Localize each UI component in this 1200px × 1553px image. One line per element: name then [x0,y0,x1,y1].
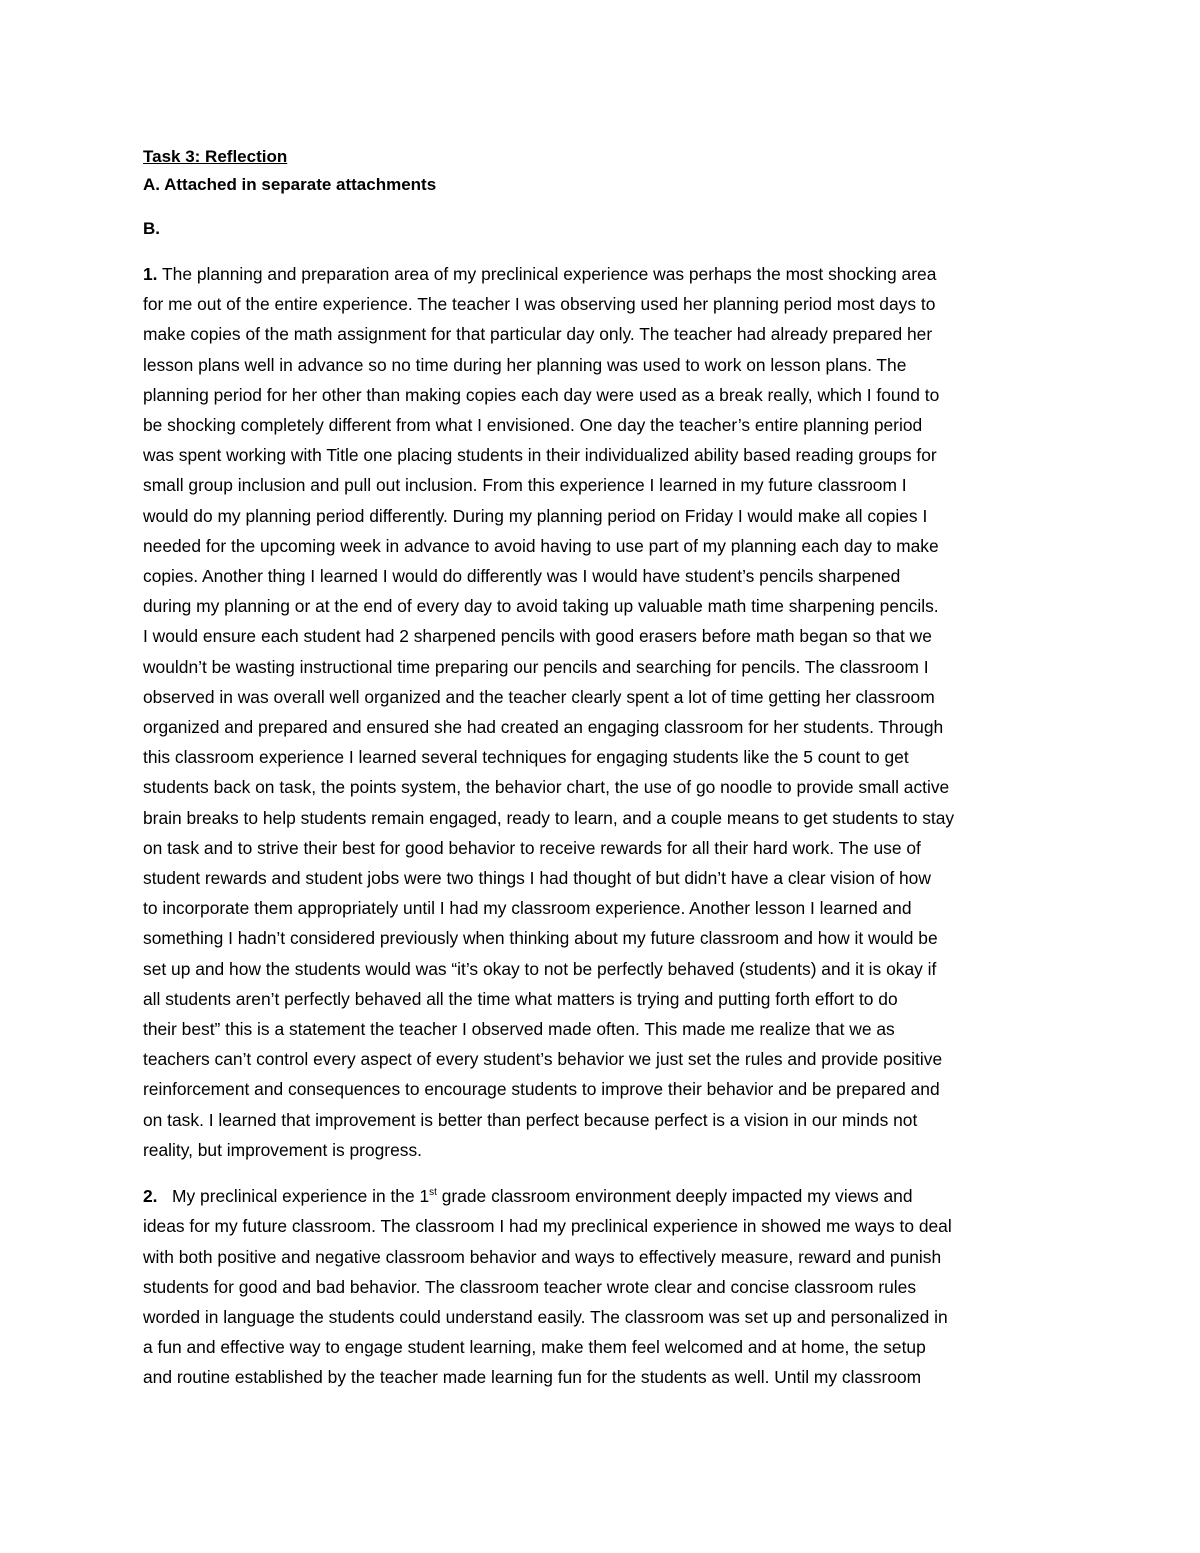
document-content [143,143,1063,1393]
paragraph-1-line: to incorporate them appropriately until I had my classroom experience. Another lesson I learned and [143,898,912,919]
paragraph-1-line: wouldn’t be wasting instructional time preparing our pencils and searching for pencils. The classroom I [143,656,929,677]
paragraph-2-line: a fun and effective way to engage student learning, make them feel welcomed and at home, the setup [143,1337,926,1358]
paragraph-2-line: and routine established by the teacher made learning fun for the students as well. Until my classroom [143,1367,922,1388]
ordinal-superscript: st [429,1187,437,1199]
paragraph-1-line: lesson plans well in advance so no time during her planning was used to work on lesson plans. The [143,354,907,375]
paragraph-1-line: was spent working with Title one placing students in their individualized ability based reading groups for [143,445,937,466]
section-b-heading: B. [143,219,160,238]
section-a-heading: A. Attached in separate attachments [143,175,437,194]
paragraph-1-line: students back on task, the points system, the behavior chart, the use of go noodle to provide small active [143,777,950,798]
document-title: Task 3: Reflection [143,147,288,166]
paragraph-1-line: 1. The planning and preparation area of my preclinical experience was perhaps the most shocking area [143,264,937,284]
paragraph-1-line: reinforcement and consequences to encourage students to improve their behavior and be prepared and [143,1079,940,1100]
paragraph-1-line: planning period for her other than making copies each day were used as a break really, which I found to [143,384,940,405]
paragraph-1-line: make copies of the math assignment for that particular day only. The teacher had already prepared her [143,324,933,345]
paragraph-1-line: be shocking completely different from what I envisioned. One day the teacher’s entire planning period [143,415,923,436]
paragraph-1-line: their best” this is a statement the teacher I observed made often. This made me realize that we as [143,1019,895,1040]
paragraph-1-line: on task. I learned that improvement is better than perfect because perfect is a vision in our minds not [143,1109,918,1130]
paragraph-2-line: ideas for my future classroom. The classroom I had my preclinical experience in showed me ways to deal [143,1216,952,1237]
paragraph-1-line: student rewards and student jobs were two things I had thought of but didn’t have a clear vision of how [143,868,931,889]
paragraph-1-line: small group inclusion and pull out inclusion. From this experience I learned in my future classroom I [143,475,907,496]
paragraph-1-line: brain breaks to help students remain engaged, ready to learn, and a couple means to get students to stay [143,807,955,828]
paragraph-1-line: set up and how the students would was “it’s okay to not be perfectly behaved (students) and it is okay if [143,958,937,979]
reflection-paragraph-2 [143,1181,1063,1392]
paragraph-1-line: on task and to strive their best for good behavior to receive rewards for all their hard work. The use of [143,837,921,858]
reflection-paragraph-1 [143,259,1063,1165]
paragraph-1-line: needed for the upcoming week in advance to avoid having to use part of my planning each day to make [143,535,939,556]
paragraph-1-line: something I hadn’t considered previously when thinking about my future classroom and how it would be [143,928,938,949]
paragraph-2-line: students for good and bad behavior. The classroom teacher wrote clear and concise classroom rules [143,1276,917,1297]
paragraph-2-line: worded in language the students could understand easily. The classroom was set up and personalized in [143,1306,948,1327]
paragraph-1-line: copies. Another thing I learned I would do differently was I would have student’s pencils sharpened [143,566,901,587]
paragraph-1-line: would do my planning period differently. During my planning period on Friday I would make all copies I [143,505,928,526]
paragraph-1-line: all students aren’t perfectly behaved all the time what matters is trying and putting forth effort to do [143,988,898,1009]
paragraph-1-line: reality, but improvement is progress. [143,1139,422,1160]
paragraph-1-number: 1. [143,264,158,284]
paragraph-1-line: observed in was overall well organized and the teacher clearly spent a lot of time getting her classroom [143,686,935,707]
paragraph-1-line: teachers can’t control every aspect of every student’s behavior we just set the rules and provide positive [143,1049,943,1070]
paragraph-2-line: 2. My preclinical experience in the 1st grade classroom environment deeply impacted my views and [143,1186,913,1207]
paragraph-2-line: with both positive and negative classroom behavior and ways to effectively measure, reward and punish [143,1246,942,1267]
paragraph-1-line: for me out of the entire experience. The teacher I was observing used her planning period most days to [143,294,936,315]
paragraph-1-line: I would ensure each student had 2 sharpened pencils with good erasers before math began so that we [143,626,932,647]
paragraph-1-line: during my planning or at the end of every day to avoid taking up valuable math time sharpening pencils. [143,596,939,617]
paragraph-1-line: this classroom experience I learned several techniques for engaging students like the 5 count to get [143,747,909,768]
paragraph-1-line: organized and prepared and ensured she had created an engaging classroom for her students. Through [143,717,944,738]
paragraph-2-number: 2. [143,1186,158,1207]
